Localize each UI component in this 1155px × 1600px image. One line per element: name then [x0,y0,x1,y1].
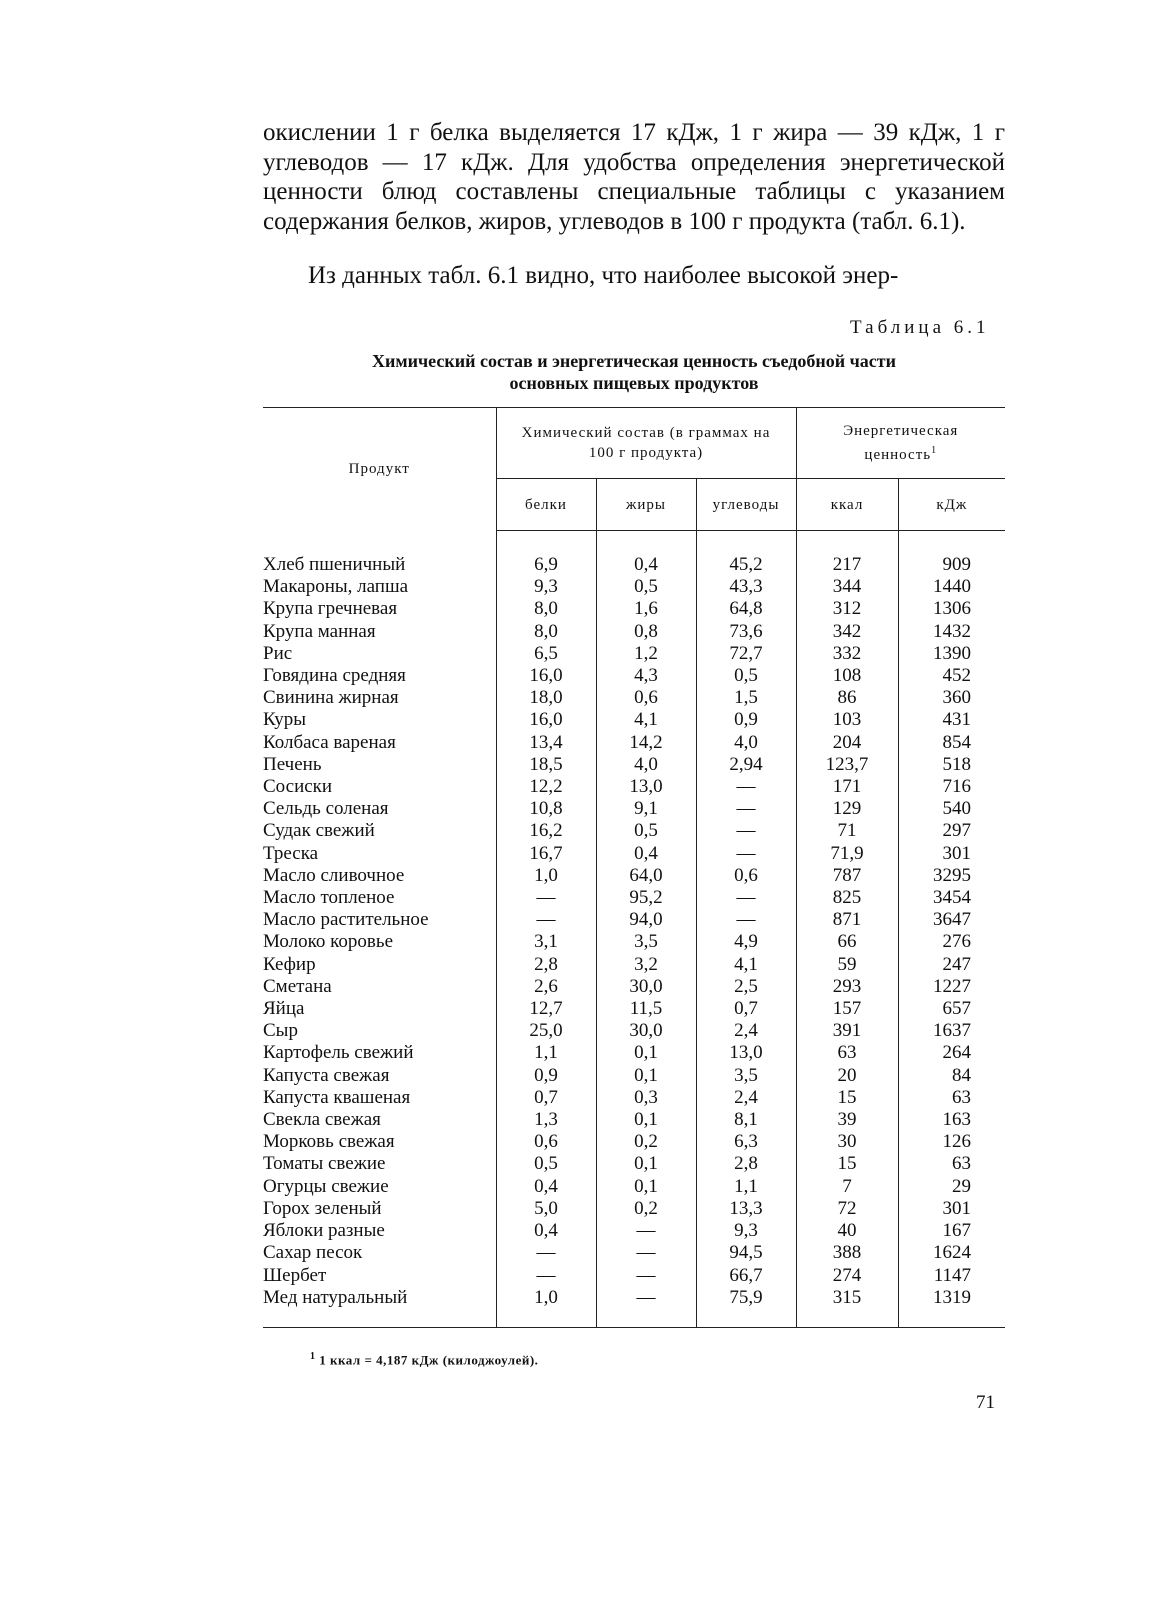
cell-product: Сметана [263,975,332,997]
cell-carbs: 4,1 [696,954,796,976]
cell-proteins: 1,3 [496,1109,596,1131]
header-energy-text: Энергетическая ценность [843,423,959,463]
table-row [263,687,1005,709]
table-row [263,1020,1005,1042]
table-row [263,998,1005,1020]
table-row [263,1087,1005,1109]
cell-kcal: 15 [796,1087,898,1109]
table-label: Таблица 6.1 [850,317,990,338]
cell-carbs: 0,5 [696,665,796,687]
cell-fats: 3,5 [596,931,696,953]
footnote-mark: 1 [310,1351,316,1362]
cell-fats: 94,0 [596,909,696,931]
cell-kj: 301 [898,843,1005,865]
table-footnote [310,1351,538,1368]
cell-product: Говядина средняя [263,665,406,687]
cell-kj: 167 [898,1220,1005,1242]
cell-product: Капуста свежая [263,1064,390,1086]
cell-kcal: 312 [796,598,898,620]
cell-carbs: 2,4 [696,1020,796,1042]
table-row [263,954,1005,976]
cell-carbs: 0,7 [696,998,796,1020]
cell-product: Крупа манная [263,620,376,642]
cell-kcal: 217 [796,554,898,576]
cell-kj: 518 [898,754,1005,776]
nutrition-table [263,407,1005,1328]
header-product: Продукт [348,461,410,478]
cell-proteins: 1,1 [496,1042,596,1064]
cell-kcal: 108 [796,665,898,687]
cell-fats: 0,3 [596,1087,696,1109]
table-row [263,732,1005,754]
cell-kj: 264 [898,1042,1005,1064]
table-row [263,1287,1005,1328]
body-paragraph-continued: Из данных табл. 6.1 видно, что наиболее высокой энер- [308,262,899,289]
cell-kcal: 157 [796,998,898,1020]
cell-proteins: — [496,1242,596,1264]
cell-fats: 0,6 [596,687,696,709]
cell-carbs: 2,4 [696,1087,796,1109]
cell-kj: 3295 [898,865,1005,887]
cell-product: Колбаса вареная [263,731,396,753]
cell-proteins: 1,0 [496,1287,596,1328]
table-row [263,776,1005,798]
cell-fats: 64,0 [596,865,696,887]
cell-carbs: 0,6 [696,865,796,887]
cell-proteins: 0,9 [496,1065,596,1087]
table-row [263,976,1005,998]
cell-fats: 0,1 [596,1153,696,1175]
cell-product: Молоко коровье [263,931,394,953]
cell-carbs: 75,9 [696,1287,796,1328]
header-kcal: ккал [796,479,898,531]
cell-product: Кефир [263,953,316,975]
cell-kcal: 274 [796,1265,898,1287]
table-row [263,1131,1005,1153]
table-row [263,909,1005,931]
table-row [263,1065,1005,1087]
cell-proteins: 5,0 [496,1198,596,1220]
cell-fats: 4,0 [596,754,696,776]
cell-proteins: 13,4 [496,732,596,754]
cell-product: Куры [263,709,307,731]
cell-carbs: 3,5 [696,1065,796,1087]
cell-product: Крупа гречневая [263,598,398,620]
cell-fats: 0,2 [596,1198,696,1220]
cell-kj: 29 [898,1176,1005,1198]
cell-fats: 14,2 [596,732,696,754]
cell-kcal: 86 [796,687,898,709]
cell-product: Масло растительное [263,909,429,931]
cell-fats: 4,3 [596,665,696,687]
table-row [263,576,1005,598]
table-row [263,931,1005,953]
cell-kcal: 391 [796,1020,898,1042]
table-row [263,1265,1005,1287]
cell-fats: 0,1 [596,1109,696,1131]
cell-carbs: 1,1 [696,1176,796,1198]
cell-proteins: 6,9 [496,554,596,576]
body-paragraph: окислении 1 г белка выделяется 17 кДж, 1 г жира — 39 кДж, 1 г углеводов — 17 кДж. Для удобства определения энергетической ценности блюд составлены специальные таблицы с указанием содержания белков, жиров, углеводов в 100 г продукта (табл. 6.1). [263,119,1005,235]
cell-fats: 0,1 [596,1176,696,1198]
cell-carbs: 1,5 [696,687,796,709]
cell-kj: 657 [898,998,1005,1020]
cell-kj: 360 [898,687,1005,709]
cell-fats: 1,2 [596,643,696,665]
cell-fats: — [596,1265,696,1287]
cell-kj: 1637 [898,1020,1005,1042]
cell-kcal: 332 [796,643,898,665]
footnote-text: 1 ккал = 4,187 кДж (килоджоулей). [319,1352,539,1368]
cell-product: Макароны, лапша [263,576,409,598]
cell-carbs: 0,9 [696,709,796,731]
cell-product: Мед натуральный [263,1287,496,1328]
cell-carbs: 2,5 [696,976,796,998]
cell-kcal: 315 [796,1287,898,1328]
cell-kj: 3647 [898,909,1005,931]
cell-fats: — [596,1287,696,1328]
cell-product: Печень [263,753,322,775]
table-row [263,1042,1005,1064]
cell-proteins: 18,5 [496,754,596,776]
cell-proteins: 0,4 [496,1220,596,1242]
cell-carbs: 72,7 [696,643,796,665]
cell-kj: 63 [898,1087,1005,1109]
cell-carbs: 94,5 [696,1242,796,1264]
cell-kj: 1319 [898,1287,1005,1328]
cell-carbs: 2,8 [696,1153,796,1175]
table-row [263,820,1005,842]
table-row [263,798,1005,820]
cell-carbs: 66,7 [696,1265,796,1287]
cell-kj: 452 [898,665,1005,687]
cell-carbs: 45,2 [696,554,796,576]
cell-product: Томаты свежие [263,1153,386,1175]
cell-kcal: 66 [796,931,898,953]
cell-proteins: 9,3 [496,576,596,598]
table-title-line: Химический состав и энергетическая ценность съедобной части [372,351,896,371]
cell-carbs: 13,3 [696,1198,796,1220]
cell-kj: 854 [898,732,1005,754]
cell-kj: 163 [898,1109,1005,1131]
cell-carbs: 73,6 [696,621,796,643]
table-row [263,1109,1005,1131]
table-row [263,1198,1005,1220]
cell-kcal: 7 [796,1176,898,1198]
cell-carbs: — [696,798,796,820]
cell-kcal: 344 [796,576,898,598]
cell-product: Яблоки разные [263,1220,385,1242]
cell-product: Морковь свежая [263,1131,395,1153]
cell-proteins: 0,5 [496,1153,596,1175]
table-row [263,865,1005,887]
cell-proteins: 16,0 [496,665,596,687]
cell-product: Яйца [263,998,305,1020]
cell-fats: — [596,1242,696,1264]
cell-kcal: 103 [796,709,898,731]
cell-fats: 3,2 [596,954,696,976]
cell-fats: 11,5 [596,998,696,1020]
cell-carbs: — [696,776,796,798]
cell-kcal: 204 [796,732,898,754]
header-kj: кДж [898,479,1005,531]
table-title-line: основных пищевых продуктов [509,373,759,393]
cell-kcal: 123,7 [796,754,898,776]
cell-product: Масло топленое [263,887,395,909]
cell-kj: 1390 [898,643,1005,665]
cell-kcal: 15 [796,1153,898,1175]
cell-product: Картофель свежий [263,1042,414,1064]
cell-kcal: 388 [796,1242,898,1264]
cell-kcal: 171 [796,776,898,798]
cell-carbs: — [696,820,796,842]
cell-kj: 84 [898,1065,1005,1087]
cell-kcal: 71,9 [796,843,898,865]
header-energy [796,408,1005,479]
cell-product: Сыр [263,1020,298,1042]
cell-kcal: 20 [796,1065,898,1087]
cell-proteins: 25,0 [496,1020,596,1042]
cell-fats: 30,0 [596,1020,696,1042]
table-row [263,1220,1005,1242]
table-row [263,621,1005,643]
cell-fats: — [596,1220,696,1242]
table-body [263,531,1005,1328]
table-row [263,1242,1005,1264]
cell-kcal: 72 [796,1198,898,1220]
cell-kcal: 129 [796,798,898,820]
cell-fats: 0,5 [596,820,696,842]
cell-carbs: — [696,887,796,909]
cell-kj: 3454 [898,887,1005,909]
cell-fats: 0,5 [596,576,696,598]
cell-carbs: 8,1 [696,1109,796,1131]
cell-product: Капуста квашеная [263,1086,411,1108]
cell-proteins: 16,0 [496,709,596,731]
page-number: 71 [976,1392,995,1413]
cell-fats: 0,1 [596,1065,696,1087]
cell-product: Рис [263,642,293,664]
cell-kcal: 63 [796,1042,898,1064]
cell-kcal: 40 [796,1220,898,1242]
cell-kcal: 871 [796,909,898,931]
cell-kj: 297 [898,820,1005,842]
cell-fats: 0,1 [596,1042,696,1064]
cell-kcal: 30 [796,1131,898,1153]
cell-kcal: 71 [796,820,898,842]
cell-kj: 1306 [898,598,1005,620]
cell-product: Сосиски [263,776,333,798]
table-row [263,1153,1005,1175]
cell-fats: 95,2 [596,887,696,909]
cell-fats: 30,0 [596,976,696,998]
table-row [263,598,1005,620]
cell-proteins: — [496,887,596,909]
cell-proteins: 6,5 [496,643,596,665]
cell-proteins: 16,7 [496,843,596,865]
cell-carbs: 4,0 [696,732,796,754]
cell-kj: 909 [898,554,1005,576]
cell-proteins: 0,6 [496,1131,596,1153]
cell-kj: 431 [898,709,1005,731]
cell-fats: 0,4 [596,843,696,865]
cell-proteins: 16,2 [496,820,596,842]
cell-kj: 1440 [898,576,1005,598]
cell-fats: 9,1 [596,798,696,820]
cell-proteins: — [496,909,596,931]
cell-carbs: 4,9 [696,931,796,953]
table-row [263,554,1005,576]
cell-product: Свинина жирная [263,687,399,709]
cell-kcal: 787 [796,865,898,887]
cell-kj: 540 [898,798,1005,820]
cell-kcal: 293 [796,976,898,998]
cell-product: Судак свежий [263,820,375,842]
cell-kcal: 825 [796,887,898,909]
table-row [263,709,1005,731]
cell-proteins: 8,0 [496,598,596,620]
cell-kcal: 39 [796,1109,898,1131]
cell-carbs: 43,3 [696,576,796,598]
cell-carbs: — [696,843,796,865]
header-proteins: белки [496,479,596,531]
cell-carbs: — [696,909,796,931]
cell-carbs: 13,0 [696,1042,796,1064]
cell-fats: 0,8 [596,621,696,643]
cell-fats: 4,1 [596,709,696,731]
cell-kj: 1227 [898,976,1005,998]
cell-carbs: 64,8 [696,598,796,620]
cell-carbs: 9,3 [696,1220,796,1242]
cell-proteins: 3,1 [496,931,596,953]
cell-product: Треска [263,842,319,864]
cell-kj: 716 [898,776,1005,798]
cell-proteins: 1,0 [496,865,596,887]
cell-kj: 63 [898,1153,1005,1175]
table-spacer-row [263,531,1005,555]
cell-kcal: 59 [796,954,898,976]
cell-proteins: 10,8 [496,798,596,820]
cell-proteins: 0,4 [496,1176,596,1198]
cell-proteins: 2,6 [496,976,596,998]
table-row [263,643,1005,665]
cell-fats: 1,6 [596,598,696,620]
header-composition [496,408,796,479]
cell-proteins: 18,0 [496,687,596,709]
table-row [263,1176,1005,1198]
cell-product: Огурцы свежие [263,1175,389,1197]
table-row [263,887,1005,909]
cell-kj: 1432 [898,621,1005,643]
cell-proteins: 0,7 [496,1087,596,1109]
cell-kj: 276 [898,931,1005,953]
cell-kj: 126 [898,1131,1005,1153]
cell-fats: 0,2 [596,1131,696,1153]
cell-proteins: 8,0 [496,621,596,643]
cell-proteins: — [496,1265,596,1287]
header-composition-text: Химический состав (в граммах на 100 г продукта) [521,425,771,461]
cell-product: Горох зеленый [263,1197,382,1219]
table-row [263,754,1005,776]
cell-product: Сельдь соленая [263,798,389,820]
cell-product: Сахар песок [263,1242,363,1264]
cell-carbs: 2,94 [696,754,796,776]
cell-proteins: 2,8 [496,954,596,976]
header-energy-note-mark: 1 [931,445,938,456]
cell-kcal: 342 [796,621,898,643]
cell-product: Свекла свежая [263,1109,381,1131]
table-title [263,350,1005,394]
cell-kj: 1624 [898,1242,1005,1264]
cell-fats: 0,4 [596,554,696,576]
table-row [263,665,1005,687]
cell-proteins: 12,7 [496,998,596,1020]
cell-kj: 1147 [898,1265,1005,1287]
cell-product: Масло сливочное [263,864,405,886]
cell-kj: 247 [898,954,1005,976]
cell-fats: 13,0 [596,776,696,798]
header-fats: жиры [596,479,696,531]
header-carbs: углеводы [696,479,796,531]
table-row [263,843,1005,865]
cell-carbs: 6,3 [696,1131,796,1153]
cell-product: Шербет [263,1264,327,1286]
cell-proteins: 12,2 [496,776,596,798]
cell-kj: 301 [898,1198,1005,1220]
cell-product: Хлеб пшеничный [263,554,406,575]
